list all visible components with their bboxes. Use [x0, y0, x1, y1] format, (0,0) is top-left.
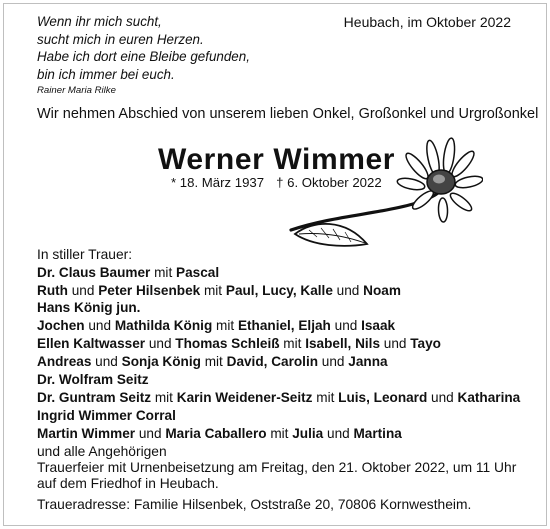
mourner-name: Janna	[348, 354, 388, 370]
mourners-closing: und alle Angehörigen	[37, 443, 167, 459]
mourner-name: Peter Hilsenbek	[98, 282, 201, 298]
connector-text: und	[318, 354, 349, 370]
mourner-row	[37, 335, 537, 353]
mourner-name: Dr. Guntram Seitz	[37, 389, 152, 405]
connector-text: und	[67, 282, 99, 298]
mourner-name: Paul, Lucy, Kalle	[225, 282, 333, 298]
mourner-name: Ruth	[37, 282, 68, 298]
mourner-name: Ingrid Wimmer Corral	[37, 407, 176, 423]
mourner-row	[37, 407, 537, 425]
connector-text: und	[380, 336, 411, 352]
mourner-name: Dr. Wolfram Seitz	[37, 372, 149, 388]
mourner-name: Ellen Kaltwasser	[37, 336, 146, 352]
daisy-flower-icon	[283, 136, 483, 256]
mourner-row	[37, 282, 537, 300]
connector-text: und	[145, 336, 176, 352]
mourners-list	[37, 246, 537, 460]
mourner-name: Jochen	[37, 318, 85, 334]
connector-text: und	[332, 282, 364, 298]
connector-text: mit	[212, 318, 238, 334]
intro-text: Wir nehmen Abschied von unserem lieben Onkel, Großonkel und Urgroßonkel	[37, 106, 539, 122]
mourner-name: Thomas Schleiß	[175, 336, 280, 352]
connector-text: mit	[200, 354, 227, 370]
mourner-name: Isaak	[361, 318, 396, 334]
deceased-name: Werner Wimmer	[158, 143, 396, 176]
mourner-name: Hans König jun.	[37, 300, 141, 316]
connector-text: mit	[266, 425, 293, 441]
birth-date: * 18. März 1937	[171, 175, 265, 190]
mourner-name: Mathilda König	[114, 318, 213, 334]
connector-text: und	[330, 318, 362, 334]
mourner-row	[37, 425, 537, 443]
place-date: Heubach, im Oktober 2022	[343, 14, 511, 30]
mourner-name: Maria Caballero	[165, 425, 267, 441]
connector-text: mit	[151, 389, 177, 405]
connector-text: und	[135, 425, 166, 441]
connector-text: und	[91, 354, 122, 370]
mourner-row	[37, 353, 537, 371]
poem-line: Habe ich dort eine Bleibe gefunden,	[37, 49, 250, 65]
mourner-name: Sonja König	[121, 354, 201, 370]
funeral-info	[37, 460, 527, 491]
mourner-row	[37, 264, 537, 282]
connector-text: und	[84, 318, 115, 334]
mourner-name: Katharina	[457, 389, 521, 405]
poem-line: Wenn ihr mich sucht,	[37, 14, 162, 29]
mourner-name: Pascal	[176, 264, 220, 280]
mourning-address: Traueradresse: Familie Hilsenbek, Oststraße 20, 70806 Kornwestheim.	[37, 497, 472, 512]
mourner-row	[37, 317, 537, 335]
connector-text: mit	[200, 282, 226, 298]
poem-author: Rainer Maria Rilke	[37, 85, 116, 97]
poem-block	[37, 13, 277, 97]
mourner-name: Dr. Claus Baumer	[37, 264, 151, 280]
connector-text: mit	[279, 336, 306, 352]
mourner-name: David, Carolin	[226, 354, 319, 370]
funeral-line: Trauerfeier mit Urnenbeisetzung am Freitag, den 21. Oktober 2022, um 11 Uhr	[37, 460, 517, 475]
mourners-heading: In stiller Trauer:	[37, 247, 133, 262]
mourner-row	[37, 389, 537, 407]
mourner-name: Noam	[363, 282, 401, 298]
mourner-name: Martina	[353, 425, 402, 441]
mourner-name: Luis, Leonard	[338, 389, 428, 405]
connector-text: mit	[312, 389, 339, 405]
poem-line: bin ich immer bei euch.	[37, 66, 175, 82]
poem-line: sucht mich in euren Herzen.	[37, 31, 204, 47]
mourner-row	[37, 371, 537, 389]
connector-text: und	[323, 425, 354, 441]
mourner-name: Tayo	[410, 336, 441, 352]
mourner-row	[37, 299, 537, 317]
death-date: † 6. Oktober 2022	[276, 175, 382, 190]
mourner-name: Isabell, Nils	[305, 336, 381, 352]
mourner-name: Julia	[292, 425, 324, 441]
funeral-line: auf dem Friedhof in Heubach.	[37, 475, 219, 491]
mourner-name: Martin Wimmer	[37, 425, 136, 441]
mourner-name: Andreas	[37, 354, 92, 370]
connector-text: und	[427, 389, 458, 405]
mourner-name: Ethaniel, Eljah	[237, 318, 331, 334]
connector-text: mit	[150, 264, 177, 280]
mourner-name: Karin Weidener-Seitz	[176, 389, 313, 405]
